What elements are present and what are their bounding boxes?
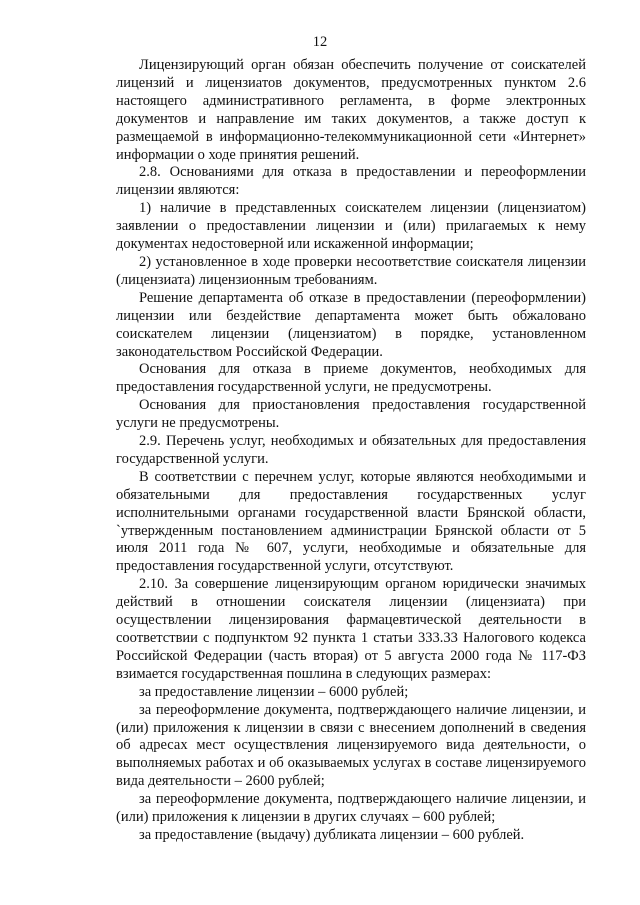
paragraph-2-9-heading: 2.9. Перечень услуг, необходимых и обязательных для предоставления государственной услуги. [116,433,586,467]
paragraph-electronic-documents: Лицензирующий орган обязан обеспечить получение от соискателей лицензий и лицензиатов документов, предусмотренных пунктом 2.6 настоящего административного регламента, в форме электронных документов и направление им таких документов, а также доступ к размещаемой в информационно-телекоммуникационной сети «Интернет» информации о ходе принятия решений. [116,57,586,163]
paragraph-fee-duplicate: за предоставление (выдачу) дубликата лицензии – 600 рублей. [139,826,525,843]
paragraph-fee-license: за предоставление лицензии – 6000 рублей; [139,683,409,700]
document-body [116,57,586,845]
paragraph-required-services: В соответствии с перечнем услуг, которые являются необходимыми и обязательными для предоставления государственных услуг исполнительными органами государственной власти Брянской области, `утвержденным постановлением администрации Брянской области от 5 июля 2011 года № 607, услуги, необходимые и обязательные для предоставления государственной услуги, отсутствуют. [116,468,586,575]
paragraph-2-10-state-duty: 2.10. За совершение лицензирующим органом юридически значимых действий в отношении соискателя лицензии (лицензиата) при осуществлении лицензирования фармацевтической деятельности в соответствии с подпунктом 92 пункта 1 статьи 333.33 Налогового кодекса Российской Федерации (часть вторая) от 5 августа 2000 года № 117-ФЗ взимается государственная пошлина в следующих размерах: [116,576,586,682]
paragraph-2-8-heading: 2.8. Основаниями для отказа в предоставлении и переоформлении лицензии являются: [116,164,586,199]
paragraph-no-suspension-grounds: Основания для приостановления предоставления государственной услуги не предусмотрены. [116,397,586,432]
paragraph-reason-1: 1) наличие в представленных соискателем лицензии (лицензиатом) заявлении о предоставлении лицензии и (или) прилагаемых к нему документах недостоверной или искаженной информации; [116,200,586,253]
paragraph-reason-2: 2) установленное в ходе проверки несоответствие соискателя лицензии (лицензиата) лицензионным требованиям. [116,253,586,288]
paragraph-fee-reissue-other: за переоформление документа, подтверждающего наличие лицензии, и (или) приложения к лицензии в других случаях – 600 рублей; [116,791,586,826]
paragraph-no-refusal-grounds: Основания для отказа в приеме документов, необходимых для предоставления государственной услуги, не предусмотрены. [116,361,586,396]
paragraph-fee-reissue-additions: за переоформление документа, подтверждающего наличие лицензии, и (или) приложения к лицензии в связи с внесением дополнений в сведения об адресах мест осуществления лицензируемого вида деятельности, о выполняемых работах и об оказываемых услугах в составе лицензируемого вида деятельности – 2600 рублей; [116,701,586,790]
paragraph-appeal: Решение департамента об отказе в предоставлении (переоформлении) лицензии или бездействие департамента может быть обжаловано соискателем лицензии (лицензиатом) в порядке, установленном законодательством Российской Федерации. [116,289,586,360]
page-number: 12 [312,34,328,50]
